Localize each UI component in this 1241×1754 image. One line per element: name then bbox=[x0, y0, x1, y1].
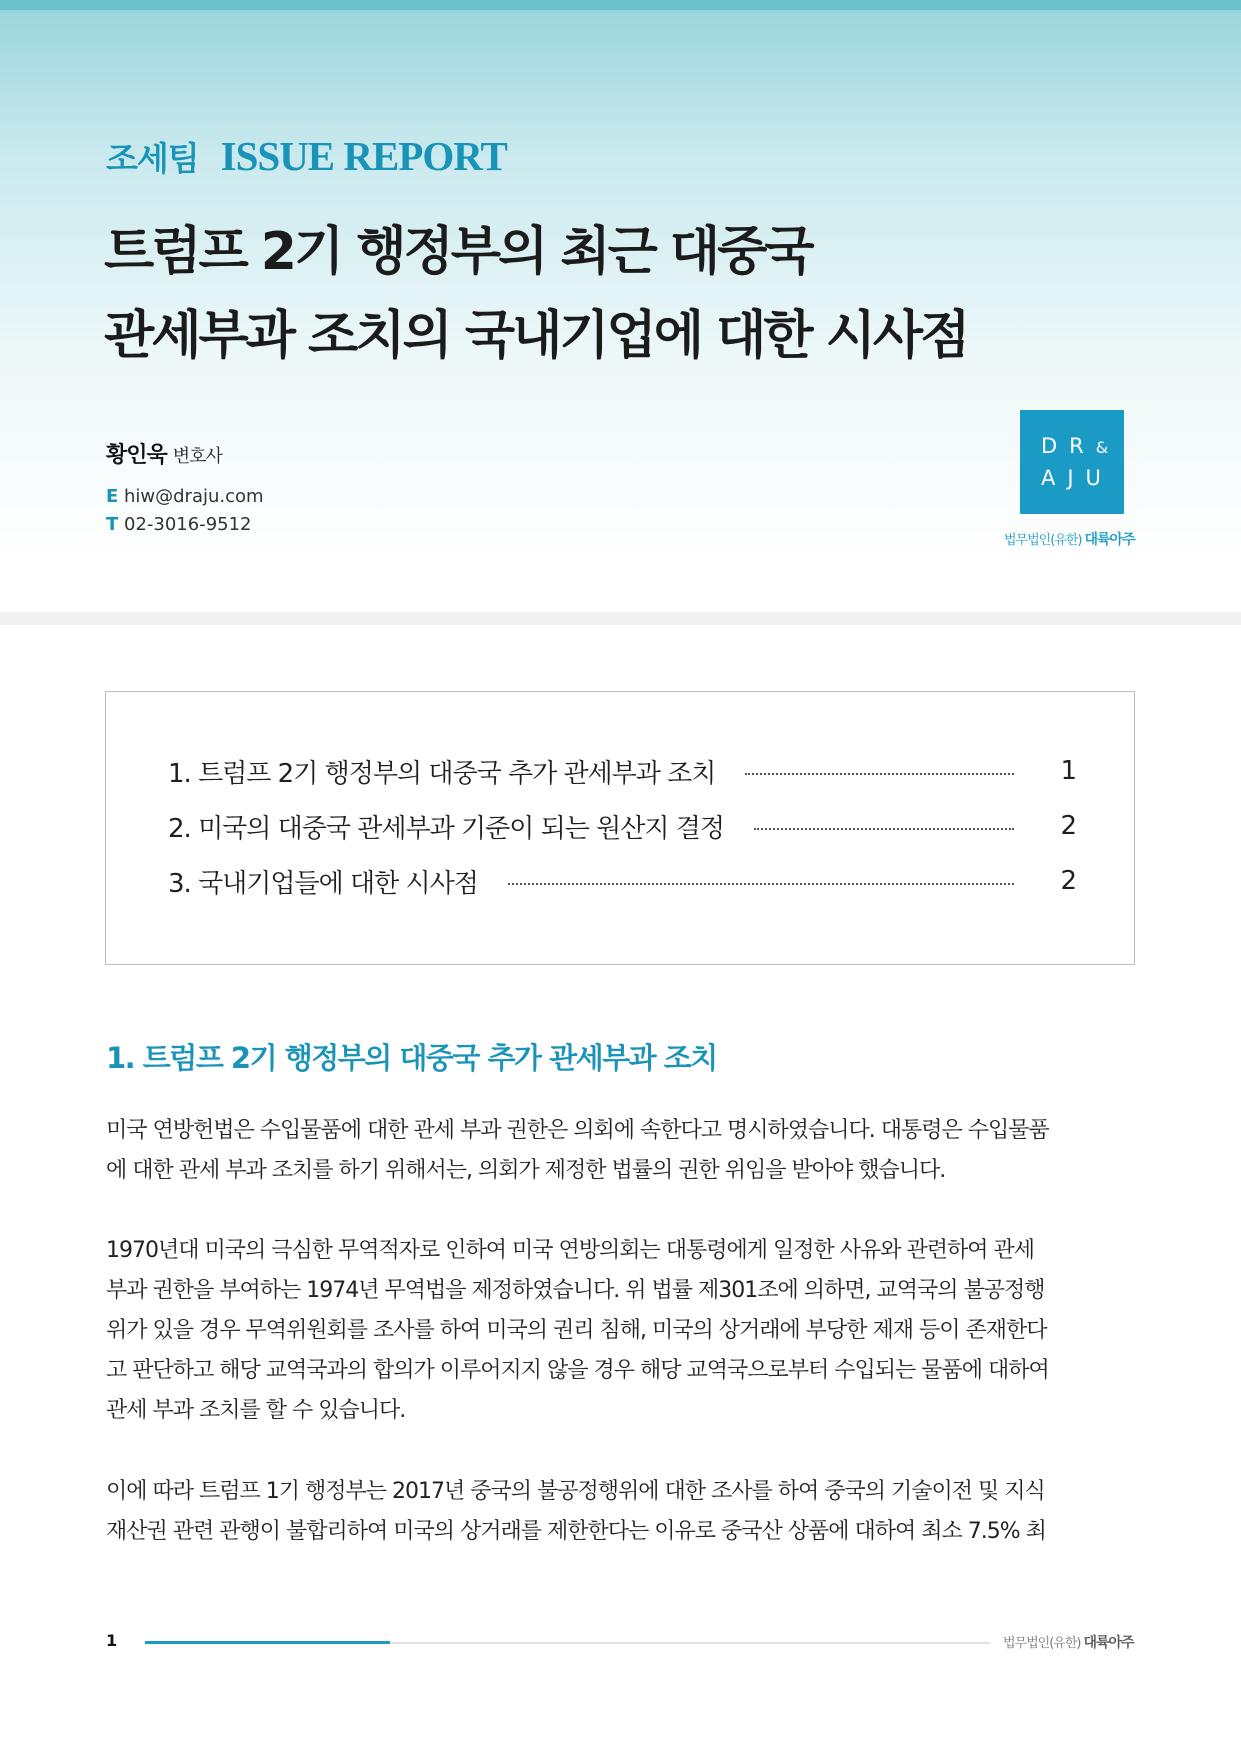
toc-item-page: 1 bbox=[1060, 756, 1076, 786]
header-divider bbox=[0, 612, 1241, 625]
toc-item-label: 3. 국내기업들에 대한 시사점 bbox=[168, 868, 478, 899]
toc-leader-dots bbox=[508, 883, 1014, 885]
page-number: 1 bbox=[106, 1631, 118, 1650]
paragraph-line: 관세 부과 조치를 할 수 있습니다. bbox=[106, 1398, 406, 1423]
toc-item-page: 2 bbox=[1060, 866, 1076, 896]
firm-name-prefix: 법무법인(유한) bbox=[1004, 533, 1082, 548]
logo-text-aju: AJU bbox=[1041, 466, 1113, 490]
firm-logo bbox=[1020, 410, 1124, 514]
table-of-contents bbox=[105, 691, 1135, 965]
toc-item-page: 2 bbox=[1060, 811, 1076, 841]
toc-item-label: 1. 트럼프 2기 행정부의 대중국 추가 관세부과 조치 bbox=[168, 758, 716, 789]
body-paragraph bbox=[106, 1111, 1136, 1191]
author-phone bbox=[106, 514, 252, 535]
title-line-2: 관세부과 조치의 국내기업에 대한 시사점 bbox=[104, 306, 968, 366]
section-heading: 1. 트럼프 2기 행정부의 대중국 추가 관세부과 조치 bbox=[106, 1041, 717, 1075]
toc-leader-dots bbox=[754, 828, 1014, 830]
phone-key: T bbox=[106, 514, 119, 535]
firm-brand: 대륙아주 bbox=[1084, 532, 1135, 548]
email-key: E bbox=[106, 486, 119, 507]
document-title bbox=[104, 210, 1104, 378]
paragraph-line: 에 대한 관세 부과 조치를 하기 위해서는, 의회가 제정한 법률의 권한 위임을 받아야 했습니다. bbox=[106, 1158, 946, 1183]
top-accent-strip bbox=[0, 0, 1241, 10]
author-email bbox=[106, 486, 264, 507]
logo-ampersand: & bbox=[1095, 438, 1109, 457]
paragraph-line: 위가 있을 경우 무역위원회를 조사를 하여 미국의 권리 침해, 미국의 상거래에 부당한 제재 등이 존재한다 bbox=[106, 1318, 1047, 1343]
logo-text-dr: DR bbox=[1041, 434, 1096, 458]
body-paragraph bbox=[106, 1472, 1136, 1552]
phone-number: 02-3016-9512 bbox=[124, 514, 252, 535]
toc-item[interactable] bbox=[168, 752, 1076, 790]
paragraph-line: 재산권 관련 관행이 불합리하여 미국의 상거래를 제한한다는 이유로 중국산 상품에 대하여 최소 7.5% 최 bbox=[106, 1519, 1046, 1544]
paragraph-line: 고 판단하고 해당 교역국과의 합의가 이루어지지 않을 경우 해당 교역국으로부터 수입되는 물품에 대하여 bbox=[106, 1358, 1049, 1383]
firm-name bbox=[1004, 529, 1135, 549]
author bbox=[106, 438, 222, 469]
footer-firm-brand: 대륙아주 bbox=[1083, 1635, 1134, 1651]
footer-firm-name bbox=[1003, 1632, 1134, 1652]
title-line-1: 트럼프 2기 행정부의 최근 대중국 bbox=[104, 222, 812, 282]
email-link[interactable]: hiw@draju.com bbox=[124, 486, 264, 507]
page-footer bbox=[0, 1630, 1241, 1660]
issue-report-label: ISSUE REPORT bbox=[220, 133, 507, 179]
toc-leader-dots bbox=[745, 773, 1014, 775]
team-label: 조세팀 bbox=[106, 139, 199, 178]
footer-progress-bar bbox=[145, 1641, 390, 1644]
toc-item[interactable] bbox=[168, 862, 1076, 900]
toc-item[interactable] bbox=[168, 807, 1076, 845]
paragraph-line: 1970년대 미국의 극심한 무역적자로 인하여 미국 연방의회는 대통령에게 일정한 사유와 관련하여 관세 bbox=[106, 1238, 1034, 1263]
body-paragraph bbox=[106, 1231, 1136, 1431]
report-label bbox=[106, 132, 507, 178]
paragraph-line: 미국 연방헌법은 수입물품에 대한 관세 부과 권한은 의회에 속한다고 명시하였습니다. 대통령은 수입물품 bbox=[106, 1118, 1049, 1143]
paragraph-line: 이에 따라 트럼프 1기 행정부는 2017년 중국의 불공정행위에 대한 조사를 하여 중국의 기술이전 및 지식 bbox=[106, 1479, 1045, 1504]
author-name: 황인욱 bbox=[106, 443, 167, 468]
footer-firm-prefix: 법무법인(유한) bbox=[1003, 1636, 1081, 1651]
author-role: 변호사 bbox=[172, 446, 222, 467]
paragraph-line: 부과 권한을 부여하는 1974년 무역법을 제정하였습니다. 위 법률 제301조에 의하면, 교역국의 불공정행 bbox=[106, 1278, 1045, 1303]
toc-item-label: 2. 미국의 대중국 관세부과 기준이 되는 원산지 결정 bbox=[168, 813, 724, 844]
